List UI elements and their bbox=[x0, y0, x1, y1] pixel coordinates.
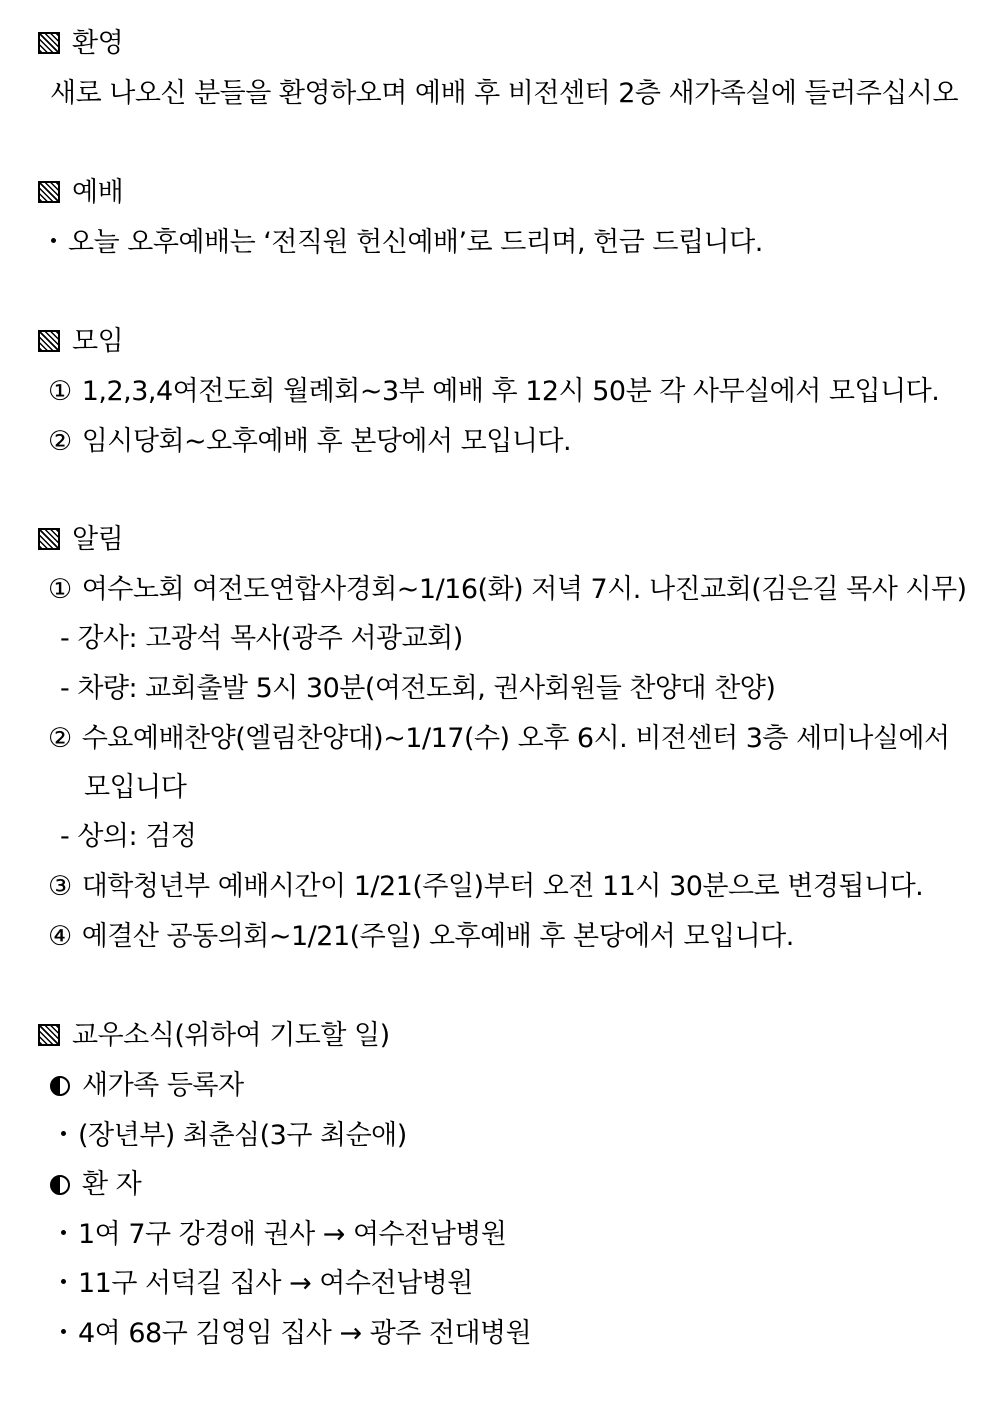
square-marker-icon bbox=[38, 528, 60, 550]
welcome-text: 새로 나오신 분들을 환영하오며 예배 후 비전센터 2층 새가족실에 들러주십시오 bbox=[50, 78, 959, 109]
notice-item: ② 수요예배찬양(엘림찬양대)~1/17(수) 오후 6시. 비전센터 3층 세미나실에서 bbox=[48, 723, 950, 754]
patient-item: ・11구 서덕길 집사 → 여수전남병원 bbox=[50, 1266, 473, 1302]
square-marker-icon bbox=[38, 1024, 60, 1046]
notice-item: ① 여수노회 여전도연합사경회~1/16(화) 저녁 7시. 나진교회(김은길 목사 시무) bbox=[48, 574, 967, 605]
meetings-heading: 모임 bbox=[38, 324, 123, 360]
bullet-icon: ・ bbox=[50, 1120, 77, 1151]
welcome-heading: 환영 bbox=[38, 26, 123, 62]
members-heading: 교우소식(위하여 기도할 일) bbox=[38, 1018, 390, 1054]
square-marker-icon bbox=[38, 330, 60, 352]
notice-sub-item: - 차량: 교회출발 5시 30분(여전도회, 권사회원들 찬양대 찬양) bbox=[60, 673, 776, 704]
worship-heading: 예배 bbox=[38, 175, 123, 211]
notice-sub-item: - 상의: 검정 bbox=[60, 821, 197, 852]
notice-item: ④ 예결산 공동의회~1/21(주일) 오후예배 후 본당에서 모입니다. bbox=[48, 921, 794, 952]
patient-item: ・1여 7구 강경애 권사 → 여수전남병원 bbox=[50, 1217, 506, 1253]
notice-sub-item: - 강사: 고광석 목사(광주 서광교회) bbox=[60, 623, 463, 654]
worship-item: ・오늘 오후예배는 ‘전직원 헌신예배’로 드리며, 헌금 드립니다. bbox=[40, 225, 763, 261]
notices-heading: 알림 bbox=[38, 522, 123, 558]
notice-item: ③ 대학청년부 예배시간이 1/21(주일)부터 오전 11시 30분으로 변경됩니다. bbox=[48, 871, 924, 902]
bullet-icon: ・ bbox=[40, 227, 67, 258]
square-marker-icon bbox=[38, 181, 60, 203]
new-family-label: 새가족 등록자 bbox=[50, 1068, 244, 1104]
meeting-item: ① 1,2,3,4여전도회 월례회~3부 예배 후 12시 50분 각 사무실에서 모입니다. bbox=[48, 376, 940, 407]
notice-item-continuation: 모입니다 bbox=[84, 772, 187, 803]
bullet-icon: ・ bbox=[50, 1268, 77, 1299]
meeting-item: ② 임시당회~오후예배 후 본당에서 모입니다. bbox=[48, 426, 572, 457]
half-circle-icon bbox=[50, 1175, 70, 1195]
new-family-item: ・(장년부) 최춘심(3구 최순애) bbox=[50, 1118, 407, 1154]
half-circle-icon bbox=[50, 1076, 70, 1096]
square-marker-icon bbox=[38, 32, 60, 54]
bullet-icon: ・ bbox=[50, 1219, 77, 1250]
patient-item: ・4여 68구 김영임 집사 → 광주 전대병원 bbox=[50, 1316, 531, 1352]
bullet-icon: ・ bbox=[50, 1318, 77, 1349]
patients-label: 환 자 bbox=[50, 1167, 141, 1203]
